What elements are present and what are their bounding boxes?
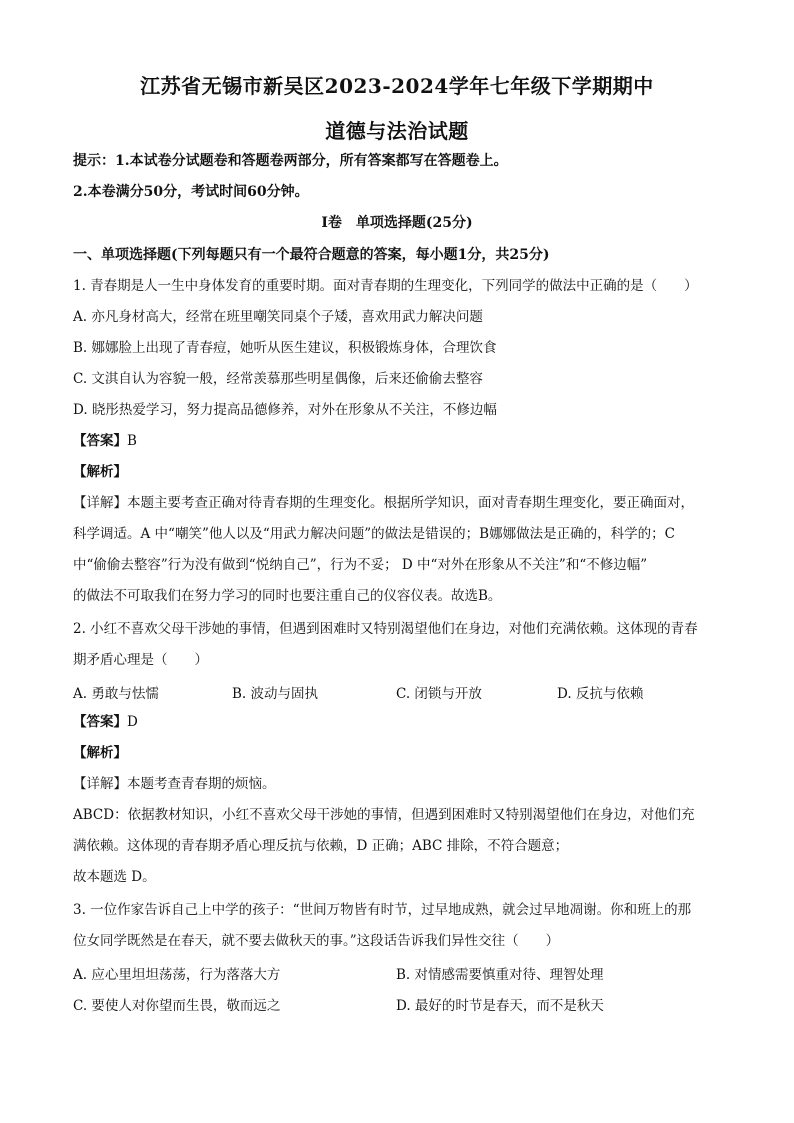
question-1-detail-line: 科学调适。A 中“嘲笑”他人以及“用武力解决问题”的做法是错误的；B娜娜做法是正确的，科学的；C	[73, 526, 675, 542]
section-heading: Ⅰ卷 单项选择题(25分)	[321, 215, 473, 231]
question-1-answer	[73, 432, 723, 450]
question-3-option-c: C. 要使人对你望而生畏，敬而远之	[73, 998, 281, 1014]
question-1-stem: 1. 青春期是人一生中身体发育的重要时期。面对青春期的生理变化，下列同学的做法中正确的是（ ）	[73, 278, 698, 294]
document-title: 江苏省无锡市新吴区2023-2024学年七年级下学期期中	[140, 74, 654, 98]
note-line-1: 提示：1.本试卷分试题卷和答题卷两部分，所有答案都写在答题卷上。	[73, 153, 508, 169]
answer-value: B	[127, 433, 137, 449]
question-2-stem: 2. 小红不喜欢父母干涉她的事情，但遇到困难时又特别渴望他们在身边，对他们充满依赖。这体现的青春	[73, 621, 698, 637]
question-1-option-a: A. 亦凡身材高大，经常在班里嘲笑同桌个子矮，喜欢用武力解决问题	[73, 309, 483, 325]
question-3-option-a: A. 应心里坦坦荡荡，行为落落大方	[73, 967, 281, 983]
question-2-detail-line: 【详解】本题考查青春期的烦恼。	[73, 776, 276, 792]
question-1-option-c: C. 文淇自认为容貌一般，经常羡慕那些明星偶像，后来还偷偷去整容	[73, 371, 483, 387]
question-1-option-d: D. 晓彤热爱学习，努力提高品德修养，对外在形象从不关注，不修边幅	[73, 402, 497, 418]
question-3-option-d: D. 最好的时节是春天，而不是秋天	[396, 998, 604, 1014]
answer-label: 【答案】	[73, 433, 127, 449]
question-2-option-b: B. 波动与固执	[232, 686, 319, 702]
question-2-analysis-label: 【解析】	[73, 745, 127, 761]
question-1-detail-line: 【详解】本题主要考查正确对待青春期的生理变化。根据所学知识，面对青春期生理变化，要正确面对，	[73, 495, 694, 511]
question-3-stem: 位女同学既然是在春天，就不要去做秋天的事。”这段话告诉我们异性交往（ ）	[73, 933, 560, 949]
question-2-option-c: C. 闭锁与开放	[396, 686, 482, 702]
section-instruction: 一、单项选择题(下列每题只有一个最符合题意的答案，每小题1分，共25分)	[73, 247, 550, 263]
question-1-detail-line: 中“偷偷去整容”行为没有做到“悦纳自己”，行为不妥； D 中“对外在形象从不关注”和“不修边幅”	[73, 557, 648, 573]
answer-label: 【答案】	[73, 714, 127, 730]
note-line-2: 2.本卷满分50分，考试时间60分钟。	[73, 184, 309, 200]
question-2-option-a: A. 勇敢与怯懦	[73, 686, 159, 702]
question-2-stem: 期矛盾心理是（ ）	[73, 652, 208, 668]
question-1-analysis-label: 【解析】	[73, 464, 127, 480]
question-2-detail-line: 满依赖。这体现的青春期矛盾心理反抗与依赖，D 正确；ABC 排除，不符合题意；	[73, 838, 569, 854]
question-2-detail-line: ABCD：依据教材知识，小红不喜欢父母干涉她的事情，但遇到困难时又特别渴望他们在身边，对他们充	[73, 807, 695, 823]
question-3-stem: 3. 一位作家告诉自己上中学的孩子：“世间万物皆有时节，过早地成熟，就会过早地凋谢。你和班上的那	[73, 902, 692, 918]
question-2-answer	[73, 713, 723, 731]
document-subtitle: 道德与法治试题	[325, 119, 469, 143]
question-2-option-d: D. 反抗与依赖	[557, 686, 644, 702]
answer-value: D	[127, 714, 138, 730]
question-1-detail-line: 的做法不可取我们在努力学习的同时也要注重自己的仪容仪表。故选B。	[73, 588, 502, 604]
question-2-detail-line: 故本题选 D。	[73, 869, 156, 885]
question-1-option-b: B. 娜娜脸上出现了青春痘，她听从医生建议，积极锻炼身体，合理饮食	[73, 340, 497, 356]
question-3-option-b: B. 对情感需要慎重对待、理智处理	[396, 967, 604, 983]
